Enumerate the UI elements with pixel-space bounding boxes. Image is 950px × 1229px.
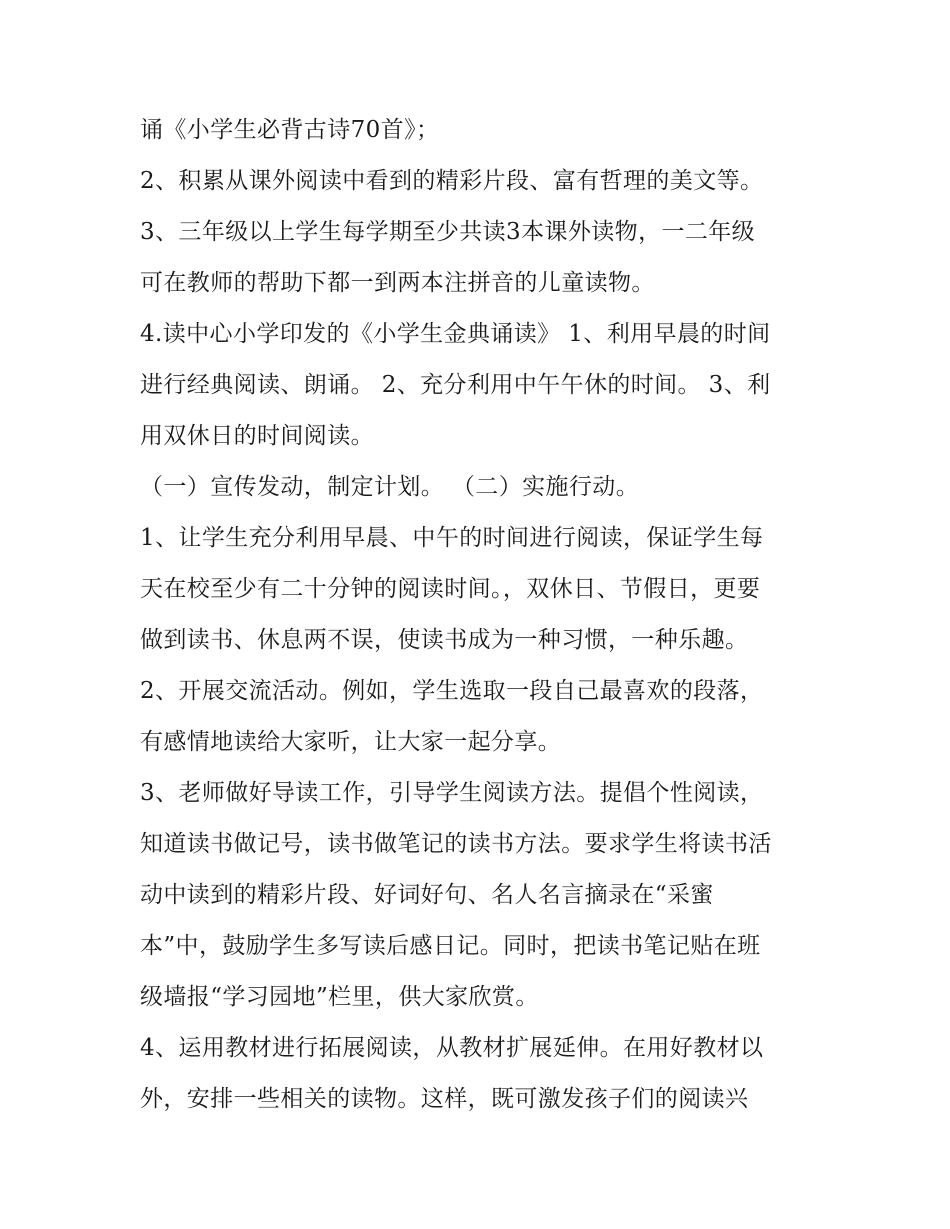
text-line: 知道读书做记号，读书做笔记的读书方法。要求学生将读书活 xyxy=(140,831,772,857)
text-line: 做到读书、休息两不误，使读书成为一种习惯，一种乐趣。 xyxy=(140,627,749,653)
text-line: 3、老师做好导读工作，引导学生阅读方法。提倡个性阅读， xyxy=(140,780,764,806)
text-line: 2、开展交流活动。例如，学生选取一段自己最喜欢的段落， xyxy=(140,678,764,704)
text-line: 进行经典阅读、朗诵。 2、充分利用中午午休的时间。 3、利 xyxy=(140,372,771,398)
text-line: 2、积累从课外阅读中看到的精彩片段、富有哲理的美文等。 xyxy=(140,168,764,194)
text-line: 天在校至少有二十分钟的阅读时间。，双休日、节假日，更要 xyxy=(140,576,761,602)
text-line: 本”中，鼓励学生多写读后感日记。同时，把读书笔记贴在班 xyxy=(140,933,761,959)
text-line: 外，安排一些相关的读物。这样，既可激发孩子们的阅读兴 xyxy=(140,1086,749,1112)
text-line: 1、让学生充分利用早晨、中午的时间进行阅读，保证学生每 xyxy=(140,525,764,551)
text-line: 动中读到的精彩片段、好词好句、名人名言摘录在“采蜜 xyxy=(140,882,714,908)
text-line: 诵《小学生必背古诗70首》； xyxy=(140,117,440,143)
text-line: 有感情地读给大家听，让大家一起分享。 xyxy=(140,729,562,755)
text-line: 4、运用教材进行拓展阅读，从教材扩展延伸。在用好教材以 xyxy=(140,1035,764,1061)
text-line: 级墙报“学习园地”栏里，供大家欣赏。 xyxy=(140,984,539,1010)
text-line: 可在教师的帮助下都一到两本注拼音的儿童读物。 xyxy=(140,270,655,296)
text-line: 4.读中心小学印发的《小学生金典诵读》 1、利用早晨的时间 xyxy=(140,321,771,347)
text-line: 3、三年级以上学生每学期至少共读3本课外读物，一二年级 xyxy=(140,219,756,245)
text-line: 用双休日的时间阅读。 xyxy=(140,423,374,449)
section-heading-line: （一）宣传发动，制定计划。 （二）实施行动。 xyxy=(140,474,640,500)
